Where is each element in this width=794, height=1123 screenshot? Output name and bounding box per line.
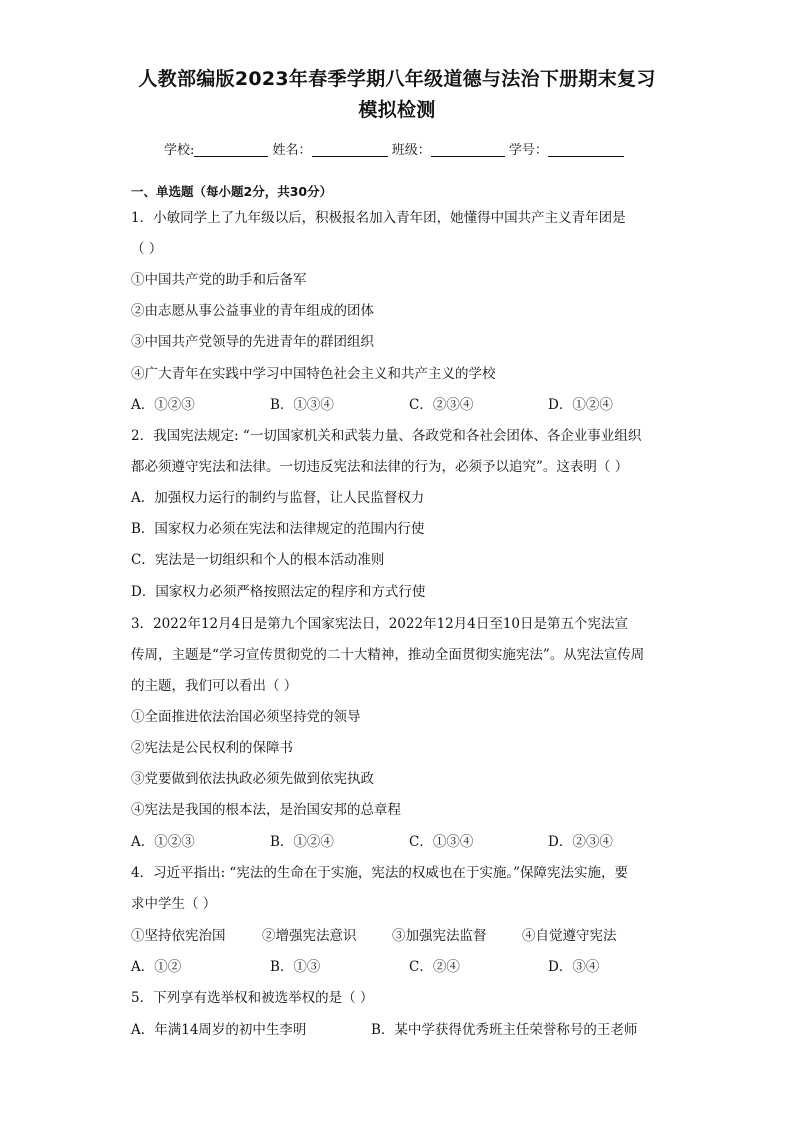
number-blank[interactable] — [548, 142, 624, 157]
q1-statement-4: ④广大青年在实践中学习中国特色社会主义和共产主义的学校 — [131, 366, 496, 382]
q4-option-d: D．③④ — [548, 959, 600, 975]
q2-option-a: A．加强权力运行的制约与监督，让人民监督权力 — [131, 490, 425, 506]
section-heading: 一、单选题（每小题2分，共30分） — [131, 184, 333, 199]
q3-statement-1: ①全面推进依法治国必须坚持党的领导 — [131, 709, 361, 725]
q1-statement-2: ②由志愿从事公益事业的青年组成的团体 — [131, 303, 374, 319]
q5-stem-1: 5．下列享有选举权和被选举权的是（ ） — [131, 990, 374, 1006]
q2-option-d: D．国家权力必须严格按照法定的程序和方式行使 — [131, 584, 426, 600]
q4-stem-1: 4．习近平指出: “宪法的生命在于实施，宪法的权威也在于实施。”保障宪法实施，要 — [131, 865, 628, 881]
class-label: 班级： — [391, 143, 431, 158]
q1-option-d: D．①②④ — [548, 397, 613, 413]
school-blank[interactable] — [194, 142, 268, 157]
q4-statement-4: ④自觉遵守宪法 — [522, 928, 617, 944]
q1-statement-1: ①中国共产党的助手和后备军 — [131, 272, 307, 288]
q3-option-d: D．②③④ — [548, 834, 613, 850]
q3-stem-2: 传周，主题是“学习宣传贯彻党的二十大精神，推动全面贯彻实施宪法”。从宪法宣传周 — [131, 647, 645, 663]
q2-stem-1: 2．我国宪法规定: “一切国家机关和武装力量、各政党和各社会团体、各企业事业组织 — [131, 428, 642, 444]
q2-stem-2: 都必须遵守宪法和法律。一切违反宪法和法律的行为，必须予以追究”。这表明（ ） — [131, 459, 629, 475]
q1-stem-1: 1．小敏同学上了九年级以后，积极报名加入青年团，她懂得中国共产主义青年团是 — [131, 210, 626, 226]
q1-option-c: C．②③④ — [409, 397, 474, 413]
q5-option-a: A．年满14周岁的初中生李明 — [131, 1022, 307, 1038]
q3-stem-1: 3．2022年12月4日是第九个国家宪法日，2022年12月4日至10日是第五个宪法宣 — [131, 616, 629, 632]
q4-option-a: A．①② — [131, 959, 182, 975]
q3-statement-4: ④宪法是我国的根本法，是治国安邦的总章程 — [131, 802, 401, 818]
school-label: 学校: — [164, 143, 195, 158]
q4-statement-2: ②增强宪法意识 — [262, 928, 357, 944]
title-line-2: 模拟检测 — [358, 99, 436, 121]
q3-stem-3: 的主题，我们可以看出（ ） — [131, 678, 298, 694]
q4-stem-2: 求中学生（ ） — [131, 896, 217, 912]
title-line-1: 人教部编版2023年春季学期八年级道德与法治下册期末复习 — [138, 68, 656, 90]
q2-option-b: B．国家权力必须在宪法和法律规定的范围内行使 — [131, 521, 425, 537]
student-info-line — [164, 139, 624, 158]
q3-option-c: C．①③④ — [409, 834, 474, 850]
class-blank[interactable] — [431, 142, 505, 157]
name-label: 姓名： — [272, 143, 312, 158]
number-label: 学号： — [508, 143, 548, 158]
q1-option-b: B．①③④ — [270, 397, 334, 413]
q2-option-c: C．宪法是一切组织和个人的根本活动准则 — [131, 552, 385, 568]
name-blank[interactable] — [312, 142, 388, 157]
q3-option-a: A．①②③ — [131, 834, 195, 850]
q3-statement-2: ②宪法是公民权利的保障书 — [131, 740, 293, 756]
q4-statement-1: ①坚持依宪治国 — [131, 928, 226, 944]
q4-statement-3: ③加强宪法监督 — [392, 928, 487, 944]
q4-option-b: B．①③ — [270, 959, 321, 975]
q3-statement-3: ③党要做到依法执政必须先做到依宪执政 — [131, 771, 374, 787]
q3-option-b: B．①②④ — [270, 834, 334, 850]
q4-option-c: C．②④ — [409, 959, 460, 975]
q1-statement-3: ③中国共产党领导的先进青年的群团组织 — [131, 334, 374, 350]
q1-stem-2: （ ） — [131, 241, 163, 257]
q5-option-b: B．某中学获得优秀班主任荣誉称号的王老师 — [371, 1022, 638, 1038]
q1-option-a: A．①②③ — [131, 397, 195, 413]
